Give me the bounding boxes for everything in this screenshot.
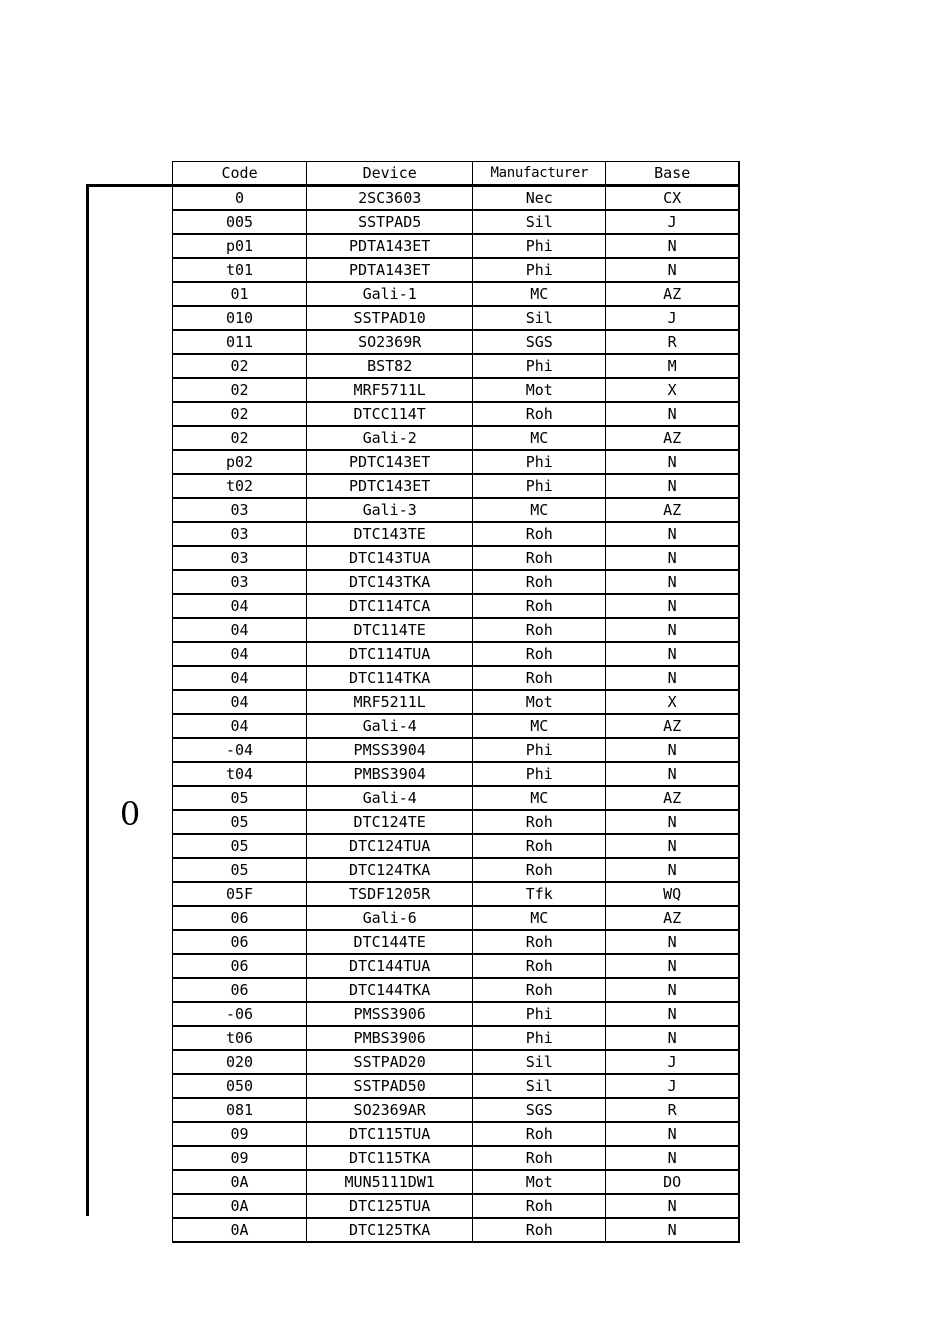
cell-manufacturer: Roh xyxy=(473,810,606,834)
cell-manufacturer: Roh xyxy=(473,546,606,570)
cell-manufacturer: Phi xyxy=(473,1002,606,1026)
table-row xyxy=(173,546,740,570)
cell-manufacturer: Roh xyxy=(473,1122,606,1146)
cell-base: N xyxy=(606,1026,739,1050)
cell-manufacturer: Roh xyxy=(473,1194,606,1218)
table-row xyxy=(173,618,740,642)
cell-code: 06 xyxy=(173,930,307,954)
cell-code: 0A xyxy=(173,1194,307,1218)
cell-base: CX xyxy=(606,186,739,211)
table-row xyxy=(173,1074,740,1098)
cell-device: DTC124TUA xyxy=(307,834,473,858)
cell-manufacturer: MC xyxy=(473,426,606,450)
cell-device: PDTC143ET xyxy=(307,474,473,498)
cell-base: N xyxy=(606,834,739,858)
cell-base: N xyxy=(606,930,739,954)
cell-base: AZ xyxy=(606,714,739,738)
cell-manufacturer: Mot xyxy=(473,378,606,402)
table-row xyxy=(173,786,740,810)
cell-code: 01 xyxy=(173,282,307,306)
cell-code: 05F xyxy=(173,882,307,906)
cell-base: R xyxy=(606,330,739,354)
cell-code: 04 xyxy=(173,618,307,642)
cell-manufacturer: Roh xyxy=(473,834,606,858)
cell-device: TSDF1205R xyxy=(307,882,473,906)
table-row xyxy=(173,882,740,906)
cell-base: J xyxy=(606,1074,739,1098)
table-row xyxy=(173,522,740,546)
cell-manufacturer: Roh xyxy=(473,930,606,954)
cell-code: 03 xyxy=(173,570,307,594)
cell-code: 02 xyxy=(173,354,307,378)
cell-base: AZ xyxy=(606,426,739,450)
cell-base: J xyxy=(606,1050,739,1074)
cell-code: 06 xyxy=(173,954,307,978)
header-base: Base xyxy=(606,162,739,186)
cell-device: DTC125TUA xyxy=(307,1194,473,1218)
cell-code: 06 xyxy=(173,978,307,1002)
cell-manufacturer: Roh xyxy=(473,858,606,882)
cell-device: SO2369AR xyxy=(307,1098,473,1122)
cell-manufacturer: Tfk xyxy=(473,882,606,906)
table-row xyxy=(173,858,740,882)
cell-manufacturer: Phi xyxy=(473,738,606,762)
cell-code: 04 xyxy=(173,594,307,618)
cell-device: PDTA143ET xyxy=(307,234,473,258)
cell-code: 04 xyxy=(173,666,307,690)
cell-code: 0A xyxy=(173,1218,307,1242)
cell-device: DTC114TCA xyxy=(307,594,473,618)
cell-device: SSTPAD5 xyxy=(307,210,473,234)
cell-code: 05 xyxy=(173,786,307,810)
table-row xyxy=(173,426,740,450)
cell-code: 010 xyxy=(173,306,307,330)
cell-code: t06 xyxy=(173,1026,307,1050)
table-row xyxy=(173,978,740,1002)
cell-manufacturer: MC xyxy=(473,906,606,930)
cell-device: Gali-4 xyxy=(307,714,473,738)
cell-code: p01 xyxy=(173,234,307,258)
cell-manufacturer: MC xyxy=(473,786,606,810)
cell-device: DTC114TKA xyxy=(307,666,473,690)
cell-code: 02 xyxy=(173,378,307,402)
cell-manufacturer: Roh xyxy=(473,522,606,546)
cell-base: J xyxy=(606,306,739,330)
group-bracket xyxy=(86,184,173,1216)
cell-base: N xyxy=(606,1002,739,1026)
cell-code: t01 xyxy=(173,258,307,282)
cell-device: PMBS3904 xyxy=(307,762,473,786)
cell-manufacturer: Roh xyxy=(473,954,606,978)
table-row xyxy=(173,1146,740,1170)
table-row xyxy=(173,234,740,258)
cell-device: BST82 xyxy=(307,354,473,378)
cell-code: 005 xyxy=(173,210,307,234)
cell-base: N xyxy=(606,402,739,426)
table-row xyxy=(173,954,740,978)
cell-base: M xyxy=(606,354,739,378)
cell-code: 06 xyxy=(173,906,307,930)
header-device: Device xyxy=(307,162,473,186)
cell-manufacturer: SGS xyxy=(473,1098,606,1122)
cell-manufacturer: Roh xyxy=(473,618,606,642)
cell-base: X xyxy=(606,378,739,402)
cell-base: X xyxy=(606,690,739,714)
table-row xyxy=(173,1218,740,1242)
cell-base: N xyxy=(606,978,739,1002)
cell-manufacturer: Roh xyxy=(473,402,606,426)
cell-code: -06 xyxy=(173,1002,307,1026)
cell-base: R xyxy=(606,1098,739,1122)
cell-device: DTC144TE xyxy=(307,930,473,954)
cell-manufacturer: Roh xyxy=(473,570,606,594)
cell-device: DTC144TKA xyxy=(307,978,473,1002)
cell-device: DTC143TUA xyxy=(307,546,473,570)
table-row xyxy=(173,930,740,954)
cell-manufacturer: Roh xyxy=(473,978,606,1002)
cell-base: N xyxy=(606,858,739,882)
table-row xyxy=(173,570,740,594)
table-row xyxy=(173,378,740,402)
table-row xyxy=(173,690,740,714)
cell-manufacturer: Roh xyxy=(473,1218,606,1242)
cell-base: WQ xyxy=(606,882,739,906)
cell-device: DTC143TKA xyxy=(307,570,473,594)
cell-manufacturer: Sil xyxy=(473,1074,606,1098)
cell-device: PDTC143ET xyxy=(307,450,473,474)
cell-base: N xyxy=(606,258,739,282)
cell-code: 081 xyxy=(173,1098,307,1122)
table-row xyxy=(173,282,740,306)
cell-code: 020 xyxy=(173,1050,307,1074)
cell-base: AZ xyxy=(606,498,739,522)
cell-code: 0 xyxy=(173,186,307,211)
cell-device: DTC144TUA xyxy=(307,954,473,978)
cell-manufacturer: Phi xyxy=(473,450,606,474)
cell-manufacturer: Sil xyxy=(473,210,606,234)
table-row xyxy=(173,210,740,234)
cell-device: DTC114TUA xyxy=(307,642,473,666)
cell-code: 03 xyxy=(173,498,307,522)
cell-manufacturer: Phi xyxy=(473,762,606,786)
cell-base: N xyxy=(606,522,739,546)
cell-device: DTC124TE xyxy=(307,810,473,834)
cell-device: 2SC3603 xyxy=(307,186,473,211)
cell-code: t02 xyxy=(173,474,307,498)
header-row xyxy=(173,162,740,186)
cell-base: N xyxy=(606,570,739,594)
cell-base: N xyxy=(606,594,739,618)
cell-base: N xyxy=(606,762,739,786)
cell-manufacturer: MC xyxy=(473,498,606,522)
cell-base: N xyxy=(606,234,739,258)
cell-device: PMSS3904 xyxy=(307,738,473,762)
group-label: 0 xyxy=(119,795,141,833)
cell-manufacturer: Mot xyxy=(473,1170,606,1194)
cell-base: N xyxy=(606,954,739,978)
cell-device: PMSS3906 xyxy=(307,1002,473,1026)
cell-device: SSTPAD10 xyxy=(307,306,473,330)
table-row xyxy=(173,738,740,762)
cell-code: -04 xyxy=(173,738,307,762)
table-row xyxy=(173,306,740,330)
cell-device: DTC115TUA xyxy=(307,1122,473,1146)
cell-code: 05 xyxy=(173,810,307,834)
cell-manufacturer: Roh xyxy=(473,594,606,618)
cell-manufacturer: Phi xyxy=(473,354,606,378)
cell-base: N xyxy=(606,618,739,642)
cell-device: MUN5111DW1 xyxy=(307,1170,473,1194)
cell-base: AZ xyxy=(606,282,739,306)
cell-base: N xyxy=(606,642,739,666)
header-code: Code xyxy=(173,162,307,186)
cell-base: N xyxy=(606,474,739,498)
cell-device: Gali-1 xyxy=(307,282,473,306)
cell-base: N xyxy=(606,1194,739,1218)
table-row xyxy=(173,1002,740,1026)
cell-code: p02 xyxy=(173,450,307,474)
cell-code: 05 xyxy=(173,834,307,858)
cell-manufacturer: Nec xyxy=(473,186,606,211)
cell-manufacturer: Phi xyxy=(473,258,606,282)
cell-base: DO xyxy=(606,1170,739,1194)
cell-code: 0A xyxy=(173,1170,307,1194)
cell-device: DTC124TKA xyxy=(307,858,473,882)
cell-manufacturer: Roh xyxy=(473,666,606,690)
cell-device: PDTA143ET xyxy=(307,258,473,282)
table-row xyxy=(173,1194,740,1218)
table-row xyxy=(173,402,740,426)
cell-code: 02 xyxy=(173,426,307,450)
table-body xyxy=(173,186,740,1243)
cell-base: N xyxy=(606,738,739,762)
cell-device: SSTPAD50 xyxy=(307,1074,473,1098)
cell-base: N xyxy=(606,1218,739,1242)
cell-code: 09 xyxy=(173,1122,307,1146)
cell-code: 04 xyxy=(173,714,307,738)
cell-base: J xyxy=(606,210,739,234)
cell-manufacturer: Roh xyxy=(473,1146,606,1170)
cell-base: N xyxy=(606,1122,739,1146)
cell-code: 011 xyxy=(173,330,307,354)
cell-base: N xyxy=(606,546,739,570)
cell-device: SO2369R xyxy=(307,330,473,354)
table-row xyxy=(173,762,740,786)
table-row xyxy=(173,1170,740,1194)
table-row xyxy=(173,186,740,211)
cell-code: 03 xyxy=(173,522,307,546)
cell-device: DTC125TKA xyxy=(307,1218,473,1242)
cell-device: SSTPAD20 xyxy=(307,1050,473,1074)
parts-table xyxy=(172,161,740,1243)
cell-base: AZ xyxy=(606,906,739,930)
cell-device: Gali-4 xyxy=(307,786,473,810)
cell-device: DTC143TE xyxy=(307,522,473,546)
cell-manufacturer: SGS xyxy=(473,330,606,354)
table-row xyxy=(173,474,740,498)
table-row xyxy=(173,498,740,522)
cell-manufacturer: Sil xyxy=(473,1050,606,1074)
cell-base: N xyxy=(606,450,739,474)
table-row xyxy=(173,258,740,282)
cell-base: AZ xyxy=(606,786,739,810)
table-row xyxy=(173,450,740,474)
cell-device: DTCC114T xyxy=(307,402,473,426)
table-row xyxy=(173,666,740,690)
cell-device: Gali-3 xyxy=(307,498,473,522)
cell-code: 050 xyxy=(173,1074,307,1098)
table-row xyxy=(173,906,740,930)
cell-code: 05 xyxy=(173,858,307,882)
table-row xyxy=(173,1050,740,1074)
cell-device: DTC114TE xyxy=(307,618,473,642)
cell-device: MRF5711L xyxy=(307,378,473,402)
cell-code: 02 xyxy=(173,402,307,426)
cell-manufacturer: Sil xyxy=(473,306,606,330)
cell-manufacturer: MC xyxy=(473,714,606,738)
cell-device: MRF5211L xyxy=(307,690,473,714)
cell-base: N xyxy=(606,810,739,834)
cell-manufacturer: Roh xyxy=(473,642,606,666)
cell-manufacturer: Phi xyxy=(473,234,606,258)
table-row xyxy=(173,834,740,858)
cell-code: 04 xyxy=(173,690,307,714)
cell-device: Gali-6 xyxy=(307,906,473,930)
cell-manufacturer: MC xyxy=(473,282,606,306)
table-row xyxy=(173,1098,740,1122)
header-manufacturer: Manufacturer xyxy=(473,162,606,186)
table-row xyxy=(173,1122,740,1146)
table-row xyxy=(173,1026,740,1050)
cell-device: Gali-2 xyxy=(307,426,473,450)
cell-device: PMBS3906 xyxy=(307,1026,473,1050)
cell-code: 03 xyxy=(173,546,307,570)
table-row xyxy=(173,714,740,738)
cell-base: N xyxy=(606,666,739,690)
cell-manufacturer: Phi xyxy=(473,1026,606,1050)
cell-manufacturer: Mot xyxy=(473,690,606,714)
table-row xyxy=(173,810,740,834)
table-row xyxy=(173,354,740,378)
table-row xyxy=(173,330,740,354)
cell-manufacturer: Phi xyxy=(473,474,606,498)
table-row xyxy=(173,594,740,618)
cell-device: DTC115TKA xyxy=(307,1146,473,1170)
cell-code: t04 xyxy=(173,762,307,786)
cell-code: 09 xyxy=(173,1146,307,1170)
cell-code: 04 xyxy=(173,642,307,666)
cell-base: N xyxy=(606,1146,739,1170)
table-row xyxy=(173,642,740,666)
